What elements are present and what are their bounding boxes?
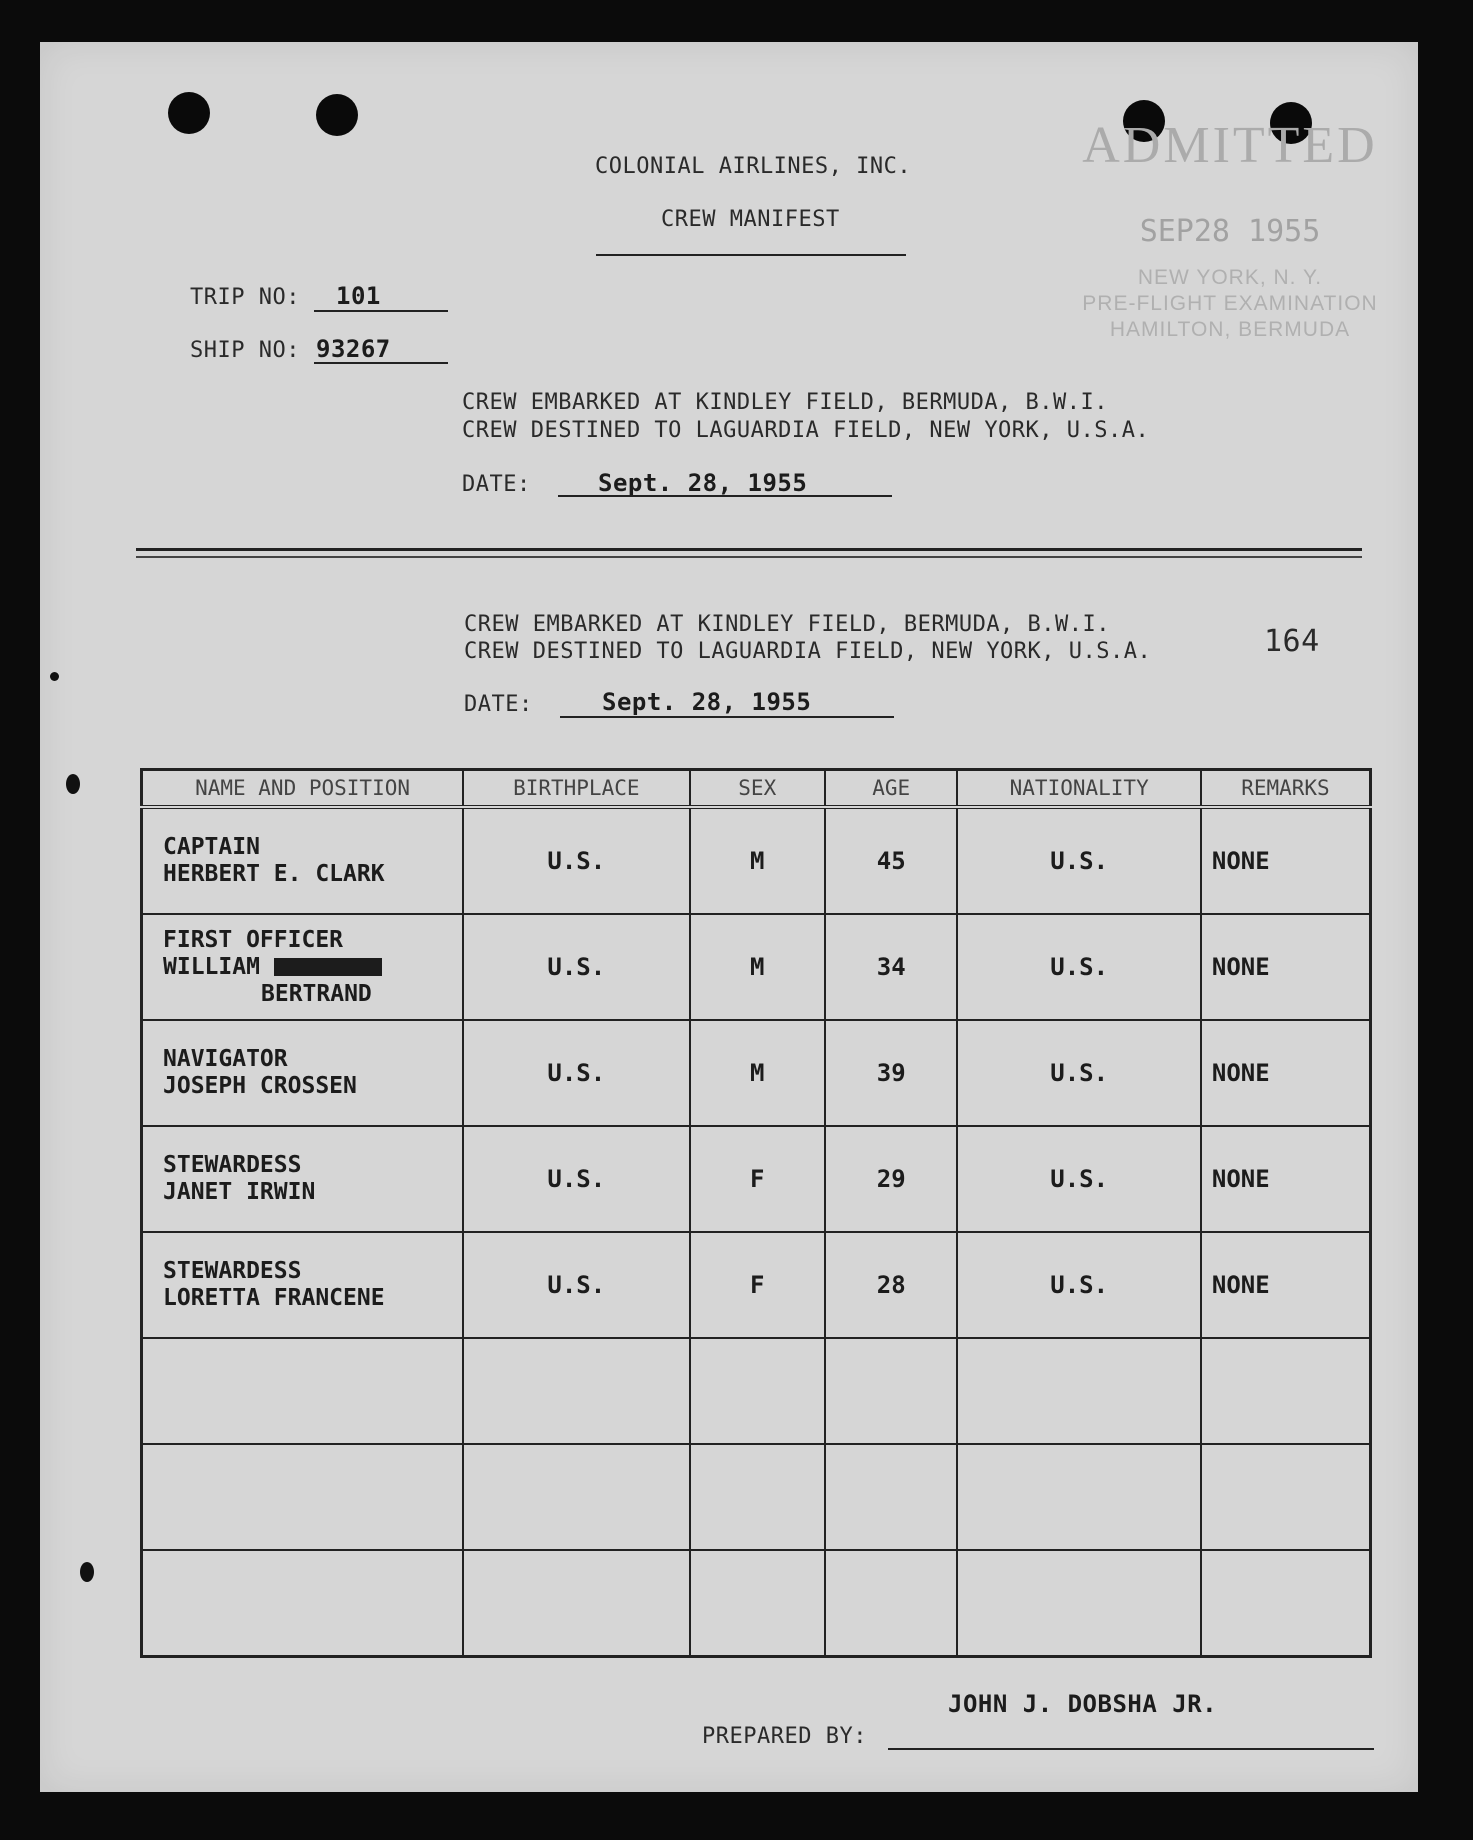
nationality-cell: U.S. — [957, 1020, 1200, 1126]
stamp-date: SEP28 1955 — [1139, 214, 1321, 249]
preparer-name: JOHN J. DOBSHA JR. — [948, 1690, 1218, 1718]
nationality-cell: U.S. — [957, 807, 1200, 914]
remarks-cell: NONE — [1201, 1020, 1371, 1126]
date-underline — [558, 495, 892, 497]
signature-line — [888, 1748, 1374, 1750]
date-value: Sept. 28, 1955 — [598, 469, 808, 497]
nationality-cell: U.S. — [957, 1126, 1200, 1232]
empty-table-row — [142, 1550, 1371, 1657]
column-header-sex: SEX — [690, 770, 825, 808]
sex-cell: F — [690, 1126, 825, 1232]
crew-position: NAVIGATOR — [163, 1046, 288, 1072]
ship-label: SHIP NO: — [190, 338, 300, 363]
birthplace-cell: U.S. — [463, 914, 689, 1020]
birthplace-cell: U.S. — [463, 1126, 689, 1232]
column-header-birthplace: BIRTHPLACE — [463, 770, 689, 808]
crew-name-cell — [142, 1126, 464, 1232]
crew-position: FIRST OFFICER — [163, 926, 344, 953]
date-underline — [560, 716, 894, 718]
nationality-cell: U.S. — [957, 1232, 1200, 1338]
crew-name: HERBERT E. CLARK — [163, 861, 385, 887]
crew-position: CAPTAIN — [163, 834, 260, 860]
date-label: DATE: — [464, 692, 533, 717]
stamp-place: HAMILTON, BERMUDA — [1109, 318, 1351, 341]
prepared-by-label: PREPARED BY: — [702, 1724, 867, 1749]
section-divider — [136, 556, 1362, 558]
table-row — [142, 1126, 1371, 1232]
ship-number: 93267 — [316, 335, 391, 363]
remarks-cell: NONE — [1201, 1232, 1371, 1338]
crew-name-cell — [142, 914, 464, 1020]
nationality-cell: U.S. — [957, 914, 1200, 1020]
crew-name-cell — [142, 807, 464, 914]
crew-first-name: WILLIAM — [163, 953, 260, 980]
column-header-age: AGE — [825, 770, 957, 808]
manifest-page — [40, 42, 1418, 1792]
stamp-location: NEW YORK, N. Y. — [1137, 266, 1323, 289]
age-cell: 34 — [825, 914, 957, 1020]
remarks-cell: NONE — [1201, 807, 1371, 914]
age-cell: 28 — [825, 1232, 957, 1338]
crew-name-cell — [142, 1020, 464, 1126]
margin-mark — [66, 774, 80, 794]
section-divider — [136, 548, 1362, 551]
embarked-line: CREW EMBARKED AT KINDLEY FIELD, BERMUDA, B.W.I. — [464, 612, 1111, 637]
title-underline — [596, 254, 906, 256]
age-cell: 29 — [825, 1126, 957, 1232]
trip-label: TRIP NO: — [190, 285, 300, 310]
column-header-nationality: NATIONALITY — [957, 770, 1200, 808]
remarks-cell: NONE — [1201, 914, 1371, 1020]
trip-underline — [314, 310, 448, 312]
table-row — [142, 807, 1371, 914]
sex-cell: M — [690, 807, 825, 914]
page-number: 164 — [1264, 624, 1320, 659]
birthplace-cell: U.S. — [463, 1232, 689, 1338]
column-header-remarks: REMARKS — [1201, 770, 1371, 808]
trip-number: 101 — [336, 282, 381, 310]
crew-name: JOSEPH CROSSEN — [163, 1073, 357, 1099]
table-row — [142, 1020, 1371, 1126]
margin-mark — [80, 1562, 94, 1582]
birthplace-cell: U.S. — [463, 1020, 689, 1126]
sex-cell: M — [690, 1020, 825, 1126]
manifest-title: CREW MANIFEST — [661, 207, 840, 232]
crew-name: LORETTA FRANCENE — [163, 1285, 385, 1311]
ship-underline — [314, 362, 448, 364]
punch-hole — [316, 94, 358, 136]
empty-table-row — [142, 1338, 1371, 1444]
age-cell: 45 — [825, 807, 957, 914]
stamp-examination: PRE-FLIGHT EXAMINATION — [1082, 292, 1378, 315]
table-row — [142, 914, 1371, 1020]
punch-hole — [168, 92, 210, 134]
margin-mark — [50, 672, 59, 681]
birthplace-cell: U.S. — [463, 807, 689, 914]
column-header-name: NAME AND POSITION — [142, 770, 464, 808]
date-label: DATE: — [462, 472, 531, 497]
sex-cell: M — [690, 914, 825, 1020]
crew-name: JANET IRWIN — [163, 1179, 316, 1205]
destined-line: CREW DESTINED TO LAGUARDIA FIELD, NEW YORK, U.S.A. — [462, 418, 1150, 443]
redacted-middle-name — [274, 958, 382, 976]
crew-name-cell — [142, 1232, 464, 1338]
crew-name — [163, 954, 462, 981]
destined-line: CREW DESTINED TO LAGUARDIA FIELD, NEW YORK, U.S.A. — [464, 639, 1152, 664]
empty-table-row — [142, 1444, 1371, 1550]
table-header-row — [142, 770, 1371, 808]
remarks-cell: NONE — [1201, 1126, 1371, 1232]
date-value: Sept. 28, 1955 — [602, 688, 812, 716]
crew-position: STEWARDESS — [163, 1152, 302, 1178]
crew-surname: BERTRAND — [261, 980, 372, 1007]
table-row — [142, 1232, 1371, 1338]
company-name: COLONIAL AIRLINES, INC. — [595, 154, 912, 179]
crew-table — [140, 768, 1372, 1658]
age-cell: 39 — [825, 1020, 957, 1126]
crew-position: STEWARDESS — [163, 1258, 302, 1284]
admitted-stamp: ADMITTED — [1082, 117, 1378, 174]
embarked-line: CREW EMBARKED AT KINDLEY FIELD, BERMUDA, B.W.I. — [462, 390, 1109, 415]
sex-cell: F — [690, 1232, 825, 1338]
